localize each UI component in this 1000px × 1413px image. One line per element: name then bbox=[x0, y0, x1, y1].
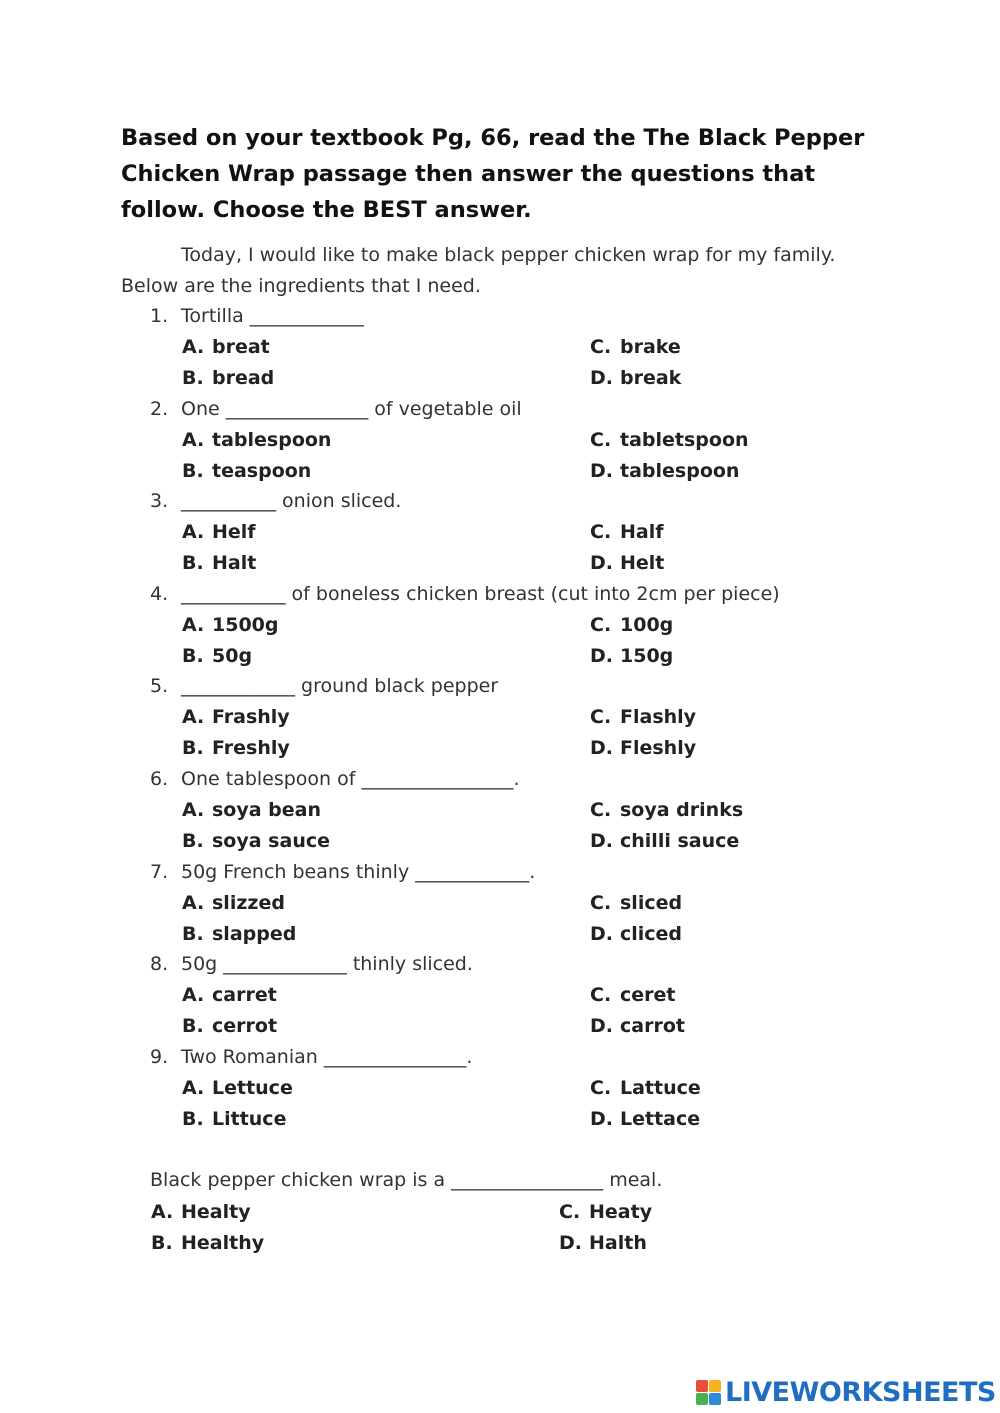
question-text: 9. Two Romanian _______________. bbox=[150, 1045, 473, 1068]
option-a[interactable]: A. slizzed bbox=[182, 891, 285, 914]
instructions-heading: Based on your textbook Pg, 66, read the The Black Pepper Chicken Wrap passage then answer the questions that follow. Choose the BEST answer. bbox=[121, 125, 865, 223]
option-d[interactable]: D. carrot bbox=[590, 1015, 685, 1038]
option-d[interactable]: D. 150g bbox=[590, 644, 674, 667]
option-d[interactable]: D. tablespoon bbox=[590, 459, 740, 482]
question-text: 3. __________ onion sliced. bbox=[150, 490, 402, 513]
option-a[interactable]: A. carret bbox=[182, 984, 277, 1007]
option-c[interactable]: C. sliced bbox=[590, 891, 683, 914]
option-d[interactable]: D. cliced bbox=[590, 922, 683, 945]
option-d[interactable]: D. Helt bbox=[590, 552, 665, 575]
intro-line-1: Today, I would like to make black pepper chicken wrap for my family. bbox=[181, 244, 836, 266]
option-c[interactable]: C. Half bbox=[590, 521, 664, 544]
option-a[interactable]: A. tablespoon bbox=[182, 428, 332, 451]
question-text: 6. One tablespoon of ________________. bbox=[150, 768, 520, 790]
option-b[interactable]: B. Littuce bbox=[182, 1107, 287, 1130]
final-option-a[interactable]: A. Healty bbox=[151, 1201, 251, 1223]
option-b[interactable]: B. cerrot bbox=[182, 1015, 278, 1038]
option-c[interactable]: C. 100g bbox=[590, 613, 674, 636]
question-text: 7. 50g French beans thinly ____________. bbox=[150, 860, 536, 883]
logo-square bbox=[696, 1393, 708, 1405]
logo-grid-icon bbox=[696, 1380, 721, 1405]
final-option-c[interactable]: C. Heaty bbox=[559, 1201, 653, 1223]
option-a[interactable]: A. 1500g bbox=[182, 613, 279, 636]
option-a[interactable]: A. breat bbox=[182, 336, 270, 358]
final-question-text: Black pepper chicken wrap is a ________________ meal. bbox=[150, 1169, 663, 1191]
option-a[interactable]: A. Lettuce bbox=[182, 1076, 293, 1099]
liveworksheets-logo bbox=[696, 1374, 996, 1410]
option-d[interactable]: D. chilli sauce bbox=[590, 830, 740, 852]
option-d[interactable]: D. break bbox=[590, 367, 682, 389]
option-b[interactable]: B. bread bbox=[182, 367, 275, 389]
option-b[interactable]: B. slapped bbox=[182, 922, 297, 945]
option-d[interactable]: D. Fleshly bbox=[590, 737, 697, 760]
option-b[interactable]: B. soya sauce bbox=[182, 830, 330, 852]
option-a[interactable]: A. soya bean bbox=[182, 799, 322, 821]
option-c[interactable]: C. Lattuce bbox=[590, 1076, 701, 1099]
logo-text: LIVEWORKSHEETS bbox=[725, 1376, 996, 1408]
intro-line-2: Below are the ingredients that I need. bbox=[121, 275, 481, 297]
final-option-b[interactable]: B. Healthy bbox=[151, 1232, 265, 1254]
logo-square bbox=[709, 1393, 721, 1405]
final-option-d[interactable]: D. Halth bbox=[559, 1232, 647, 1254]
option-a[interactable]: A. Helf bbox=[182, 521, 256, 544]
question-text: 4. ___________ of boneless chicken breast (cut into 2cm per piece) bbox=[150, 582, 780, 605]
question-text: 2. One _______________ of vegetable oil bbox=[150, 397, 522, 420]
option-b[interactable]: B. Halt bbox=[182, 552, 257, 575]
option-c[interactable]: C. Flashly bbox=[590, 706, 697, 729]
option-b[interactable]: B. Freshly bbox=[182, 737, 290, 760]
option-c[interactable]: C. ceret bbox=[590, 984, 676, 1007]
option-c[interactable]: C. soya drinks bbox=[590, 799, 744, 821]
intro-passage bbox=[121, 240, 881, 302]
logo-square bbox=[709, 1380, 721, 1392]
question-text: 8. 50g _____________ thinly sliced. bbox=[150, 953, 473, 976]
option-c[interactable]: C. tabletspoon bbox=[590, 428, 749, 451]
option-b[interactable]: B. teaspoon bbox=[182, 459, 312, 482]
option-d[interactable]: D. Lettace bbox=[590, 1107, 701, 1130]
question-text: 5. ____________ ground black pepper bbox=[150, 675, 499, 698]
logo-square bbox=[696, 1380, 708, 1392]
option-c[interactable]: C. brake bbox=[590, 336, 681, 358]
option-b[interactable]: B. 50g bbox=[182, 644, 253, 667]
option-a[interactable]: A. Frashly bbox=[182, 706, 290, 729]
question-text: 1. Tortilla ____________ bbox=[150, 305, 364, 327]
